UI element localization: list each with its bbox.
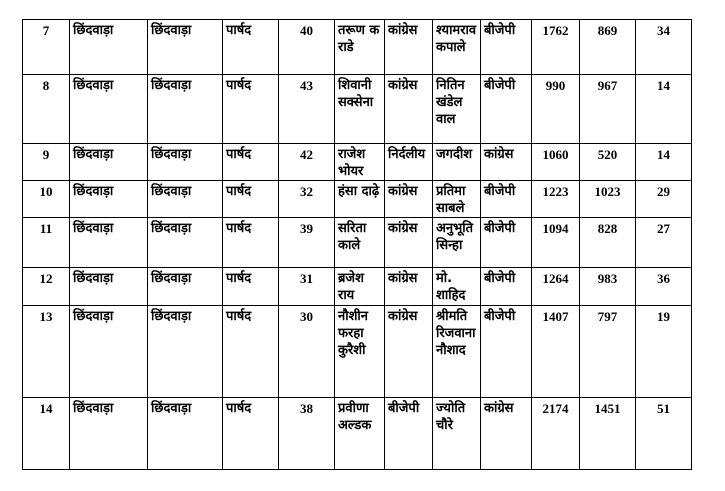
table-row	[23, 306, 692, 398]
ward-number-cell: 42	[279, 144, 335, 181]
ward-number-cell: 40	[279, 20, 335, 75]
winner-party-cell: कांग्रेस	[385, 181, 433, 218]
winner-party-cell: कांग्रेस	[385, 20, 433, 75]
runner-up-party-cell: बीजेपी	[481, 218, 532, 268]
runner-up-name-cell: नितिन खंडेल वाल	[433, 75, 481, 144]
runner-up-party-cell: बीजेपी	[481, 181, 532, 218]
runner-up-name-cell: ज्योति चौरे	[433, 398, 481, 470]
margin-cell: 19	[636, 306, 692, 398]
winner-party-cell: निर्दलीय	[385, 144, 433, 181]
table-row	[23, 75, 692, 144]
local-body-cell: छिंदवाड़ा	[148, 306, 223, 398]
serial-number-cell: 10	[23, 181, 70, 218]
winner-party-cell: कांग्रेस	[385, 306, 433, 398]
winner-votes-cell: 990	[532, 75, 580, 144]
ward-number-cell: 43	[279, 75, 335, 144]
runner-up-name-cell: मो.शाहिद	[433, 268, 481, 306]
runner-up-votes-cell: 1023	[580, 181, 636, 218]
post-cell: पार्षद	[223, 218, 279, 268]
table-row	[23, 20, 692, 75]
runner-up-name-cell: श्रीमति रिजवाना नौशाद	[433, 306, 481, 398]
winner-party-cell: बीजेपी	[385, 398, 433, 470]
post-cell: पार्षद	[223, 20, 279, 75]
runner-up-party-cell: बीजेपी	[481, 268, 532, 306]
runner-up-party-cell: कांग्रेस	[481, 398, 532, 470]
runner-up-votes-cell: 520	[580, 144, 636, 181]
runner-up-votes-cell: 828	[580, 218, 636, 268]
winner-name-cell: नौशीन फरहा कुरैशी	[335, 306, 385, 398]
winner-votes-cell: 1264	[532, 268, 580, 306]
post-cell: पार्षद	[223, 144, 279, 181]
runner-up-party-cell: कांग्रेस	[481, 144, 532, 181]
margin-cell: 29	[636, 181, 692, 218]
post-cell: पार्षद	[223, 268, 279, 306]
runner-up-votes-cell: 869	[580, 20, 636, 75]
ward-number-cell: 39	[279, 218, 335, 268]
runner-up-name-cell: जगदीश	[433, 144, 481, 181]
margin-cell: 51	[636, 398, 692, 470]
runner-up-name-cell: प्रतिमा साबले	[433, 181, 481, 218]
election-results-table	[22, 19, 692, 470]
winner-party-cell: कांग्रेस	[385, 218, 433, 268]
serial-number-cell: 14	[23, 398, 70, 470]
serial-number-cell: 8	[23, 75, 70, 144]
runner-up-party-cell: बीजेपी	[481, 306, 532, 398]
runner-up-name-cell: अनुभूति सिन्हा	[433, 218, 481, 268]
winner-name-cell: ब्रजेश राय	[335, 268, 385, 306]
runner-up-party-cell: बीजेपी	[481, 75, 532, 144]
ward-number-cell: 31	[279, 268, 335, 306]
table-row	[23, 398, 692, 470]
local-body-cell: छिंदवाड़ा	[148, 75, 223, 144]
post-cell: पार्षद	[223, 181, 279, 218]
local-body-cell: छिंदवाड़ा	[148, 144, 223, 181]
local-body-cell: छिंदवाड़ा	[148, 398, 223, 470]
district-cell: छिंदवाड़ा	[70, 268, 148, 306]
winner-votes-cell: 2174	[532, 398, 580, 470]
ward-number-cell: 30	[279, 306, 335, 398]
winner-name-cell: प्रवीणा अल्डक	[335, 398, 385, 470]
district-cell: छिंदवाड़ा	[70, 20, 148, 75]
ward-number-cell: 38	[279, 398, 335, 470]
local-body-cell: छिंदवाड़ा	[148, 218, 223, 268]
district-cell: छिंदवाड़ा	[70, 144, 148, 181]
local-body-cell: छिंदवाड़ा	[148, 181, 223, 218]
winner-party-cell: कांग्रेस	[385, 268, 433, 306]
runner-up-votes-cell: 983	[580, 268, 636, 306]
post-cell: पार्षद	[223, 306, 279, 398]
serial-number-cell: 9	[23, 144, 70, 181]
margin-cell: 14	[636, 144, 692, 181]
district-cell: छिंदवाड़ा	[70, 306, 148, 398]
serial-number-cell: 12	[23, 268, 70, 306]
winner-votes-cell: 1407	[532, 306, 580, 398]
table-row	[23, 268, 692, 306]
serial-number-cell: 11	[23, 218, 70, 268]
post-cell: पार्षद	[223, 75, 279, 144]
runner-up-votes-cell: 797	[580, 306, 636, 398]
district-cell: छिंदवाड़ा	[70, 398, 148, 470]
winner-name-cell: शिवानी सक्सेना	[335, 75, 385, 144]
runner-up-party-cell: बीजेपी	[481, 20, 532, 75]
table-row	[23, 181, 692, 218]
district-cell: छिंदवाड़ा	[70, 181, 148, 218]
local-body-cell: छिंदवाड़ा	[148, 20, 223, 75]
winner-name-cell: हंसा दाढ़े	[335, 181, 385, 218]
runner-up-votes-cell: 1451	[580, 398, 636, 470]
margin-cell: 27	[636, 218, 692, 268]
winner-votes-cell: 1094	[532, 218, 580, 268]
district-cell: छिंदवाड़ा	[70, 75, 148, 144]
serial-number-cell: 13	[23, 306, 70, 398]
serial-number-cell: 7	[23, 20, 70, 75]
winner-party-cell: कांग्रेस	[385, 75, 433, 144]
table-row	[23, 218, 692, 268]
runner-up-name-cell: श्यामराव कपाले	[433, 20, 481, 75]
winner-name-cell: राजेश भोयर	[335, 144, 385, 181]
margin-cell: 34	[636, 20, 692, 75]
margin-cell: 36	[636, 268, 692, 306]
winner-votes-cell: 1762	[532, 20, 580, 75]
margin-cell: 14	[636, 75, 692, 144]
ward-number-cell: 32	[279, 181, 335, 218]
winner-name-cell: तरूण कराडे	[335, 20, 385, 75]
winner-name-cell: सरिता काले	[335, 218, 385, 268]
table-row	[23, 144, 692, 181]
winner-votes-cell: 1060	[532, 144, 580, 181]
district-cell: छिंदवाड़ा	[70, 218, 148, 268]
runner-up-votes-cell: 967	[580, 75, 636, 144]
local-body-cell: छिंदवाड़ा	[148, 268, 223, 306]
post-cell: पार्षद	[223, 398, 279, 470]
winner-votes-cell: 1223	[532, 181, 580, 218]
